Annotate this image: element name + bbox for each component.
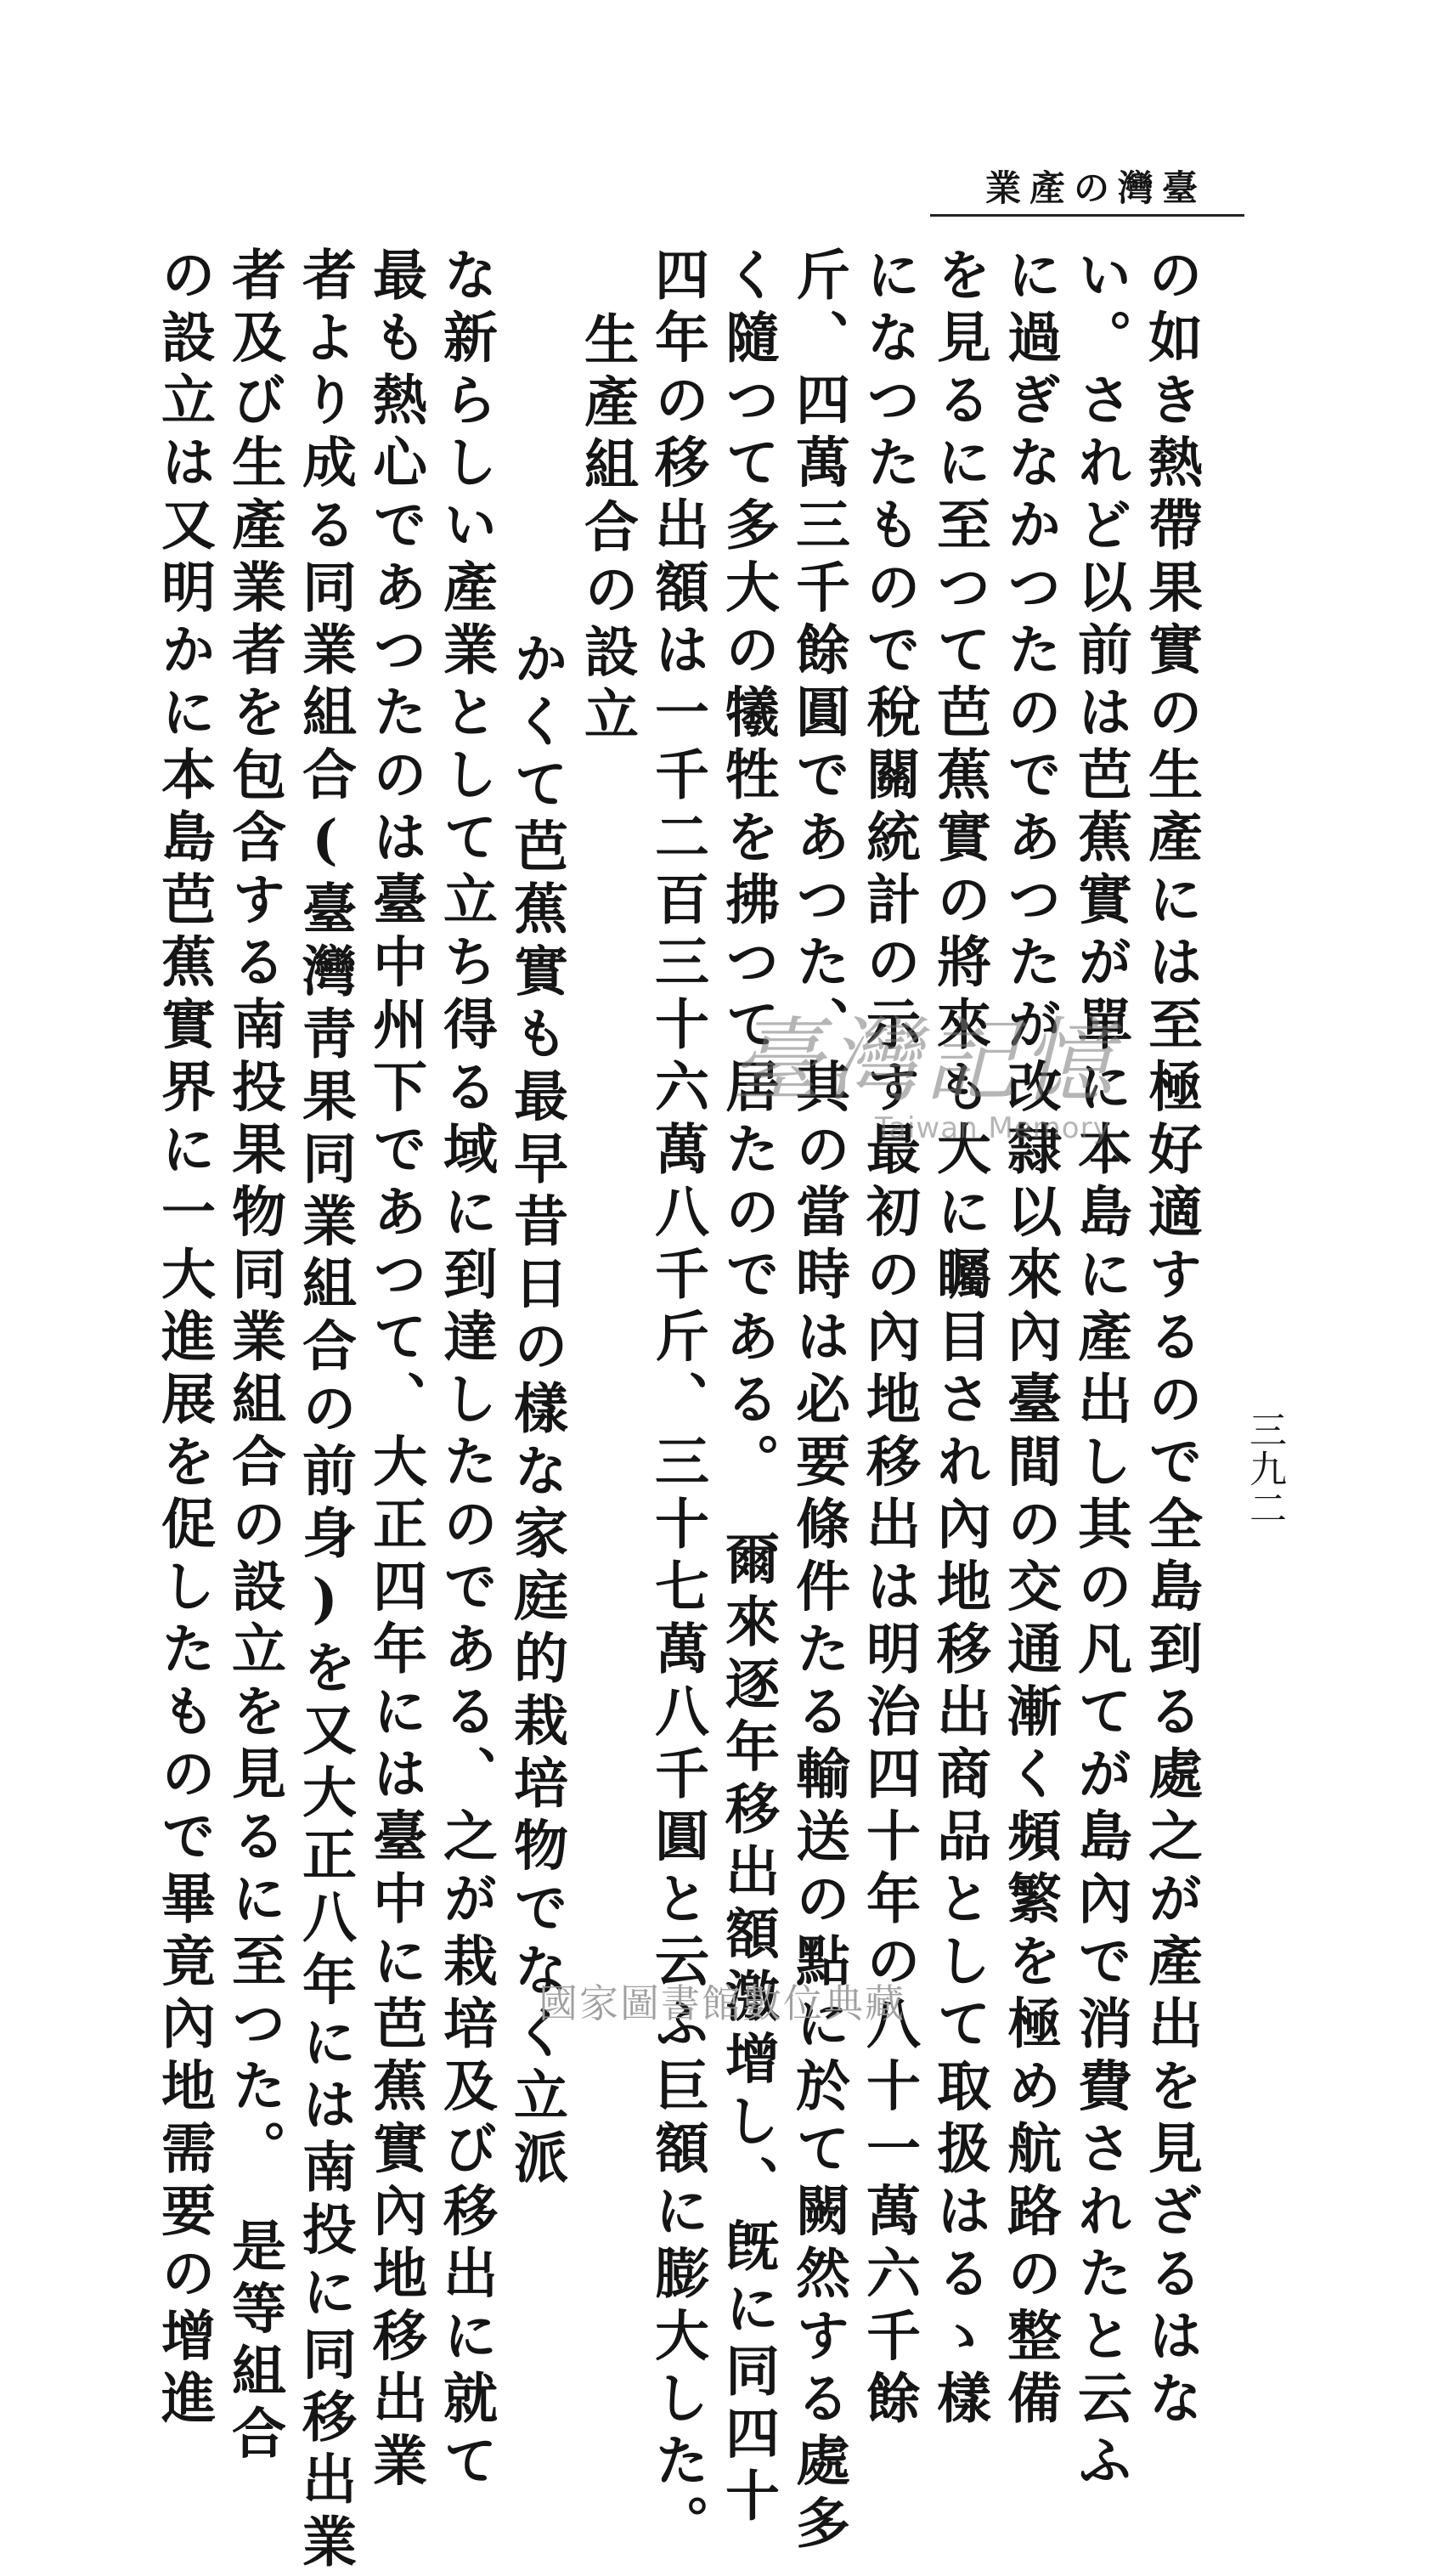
text-column: を見るに至つて芭蕉實の將來も大に矚目され內地移出商品として取扱はるゝ樣 [928,246,991,2432]
text-column: く隨つて多大の犧牲を拂つて居たのである。 爾來逐年移出額激增し、旣に同四十 [716,246,780,2530]
watermark-logo-text: 臺灣記憶 [730,1008,1119,1115]
text-column: 者より成る同業組合(臺灣靑果同業組合の前身)を又大正八年には南投に同移出業 [293,246,357,2576]
text-column: 四年の移出額は一千二百三十六萬八千斤、三十七萬八千圓と云ふ巨額に膨大した。 [646,246,709,2557]
header-divider [930,214,1244,217]
text-column: かくて芭蕉實も最早昔日の樣な家庭的栽培物でなく立派 [505,630,568,2192]
text-column: な新らしい產業として立ち得る域に到達したのである、之が栽培及び移出に就て [434,246,498,2494]
text-column: 斤、四萬三千餘圓であつた、其の當時は必要條件たる輸送の點に於て闕然する處多 [787,246,850,2557]
text-column: に過ぎなかつたのであつたが改隸以來內臺間の交通漸く頻繁を極め航路の整備 [998,246,1062,2432]
text-column: い。されど以前は芭蕉實が單に本島に產出し其の凡てが島內で消費されたと云ふ [1069,246,1132,2494]
library-credit: 國家圖書館數位典藏 [539,1980,905,2026]
page-number: 三九二 [1243,1410,1286,1528]
text-column: 者及び生產業者を包含する南投果物同業組合の設立を見るに至つた。 是等組合 [223,246,286,2467]
text-column: の如き熱帶果實の生產には至極好適するので全島到る處之が產出を見ざるはな [1139,246,1203,2432]
section-heading: 生產組合の設立 [575,311,639,749]
text-column: の設立は又明かに本島芭蕉實界に一大進展を促したもので畢竟內地需要の增進 [152,246,216,2432]
text-column: になつたもので稅關統計の示す最初の內地移出は明治四十年の八十一萬六千餘 [857,246,921,2432]
text-column: 最も熱心であつたのは臺中州下であつて、大正四年には臺中に芭蕉實內地移出業 [364,246,427,2494]
page-header-title: 臺灣の產業 [985,167,1207,209]
watermark-subtitle: Taiwan Memory [875,1111,1111,1145]
